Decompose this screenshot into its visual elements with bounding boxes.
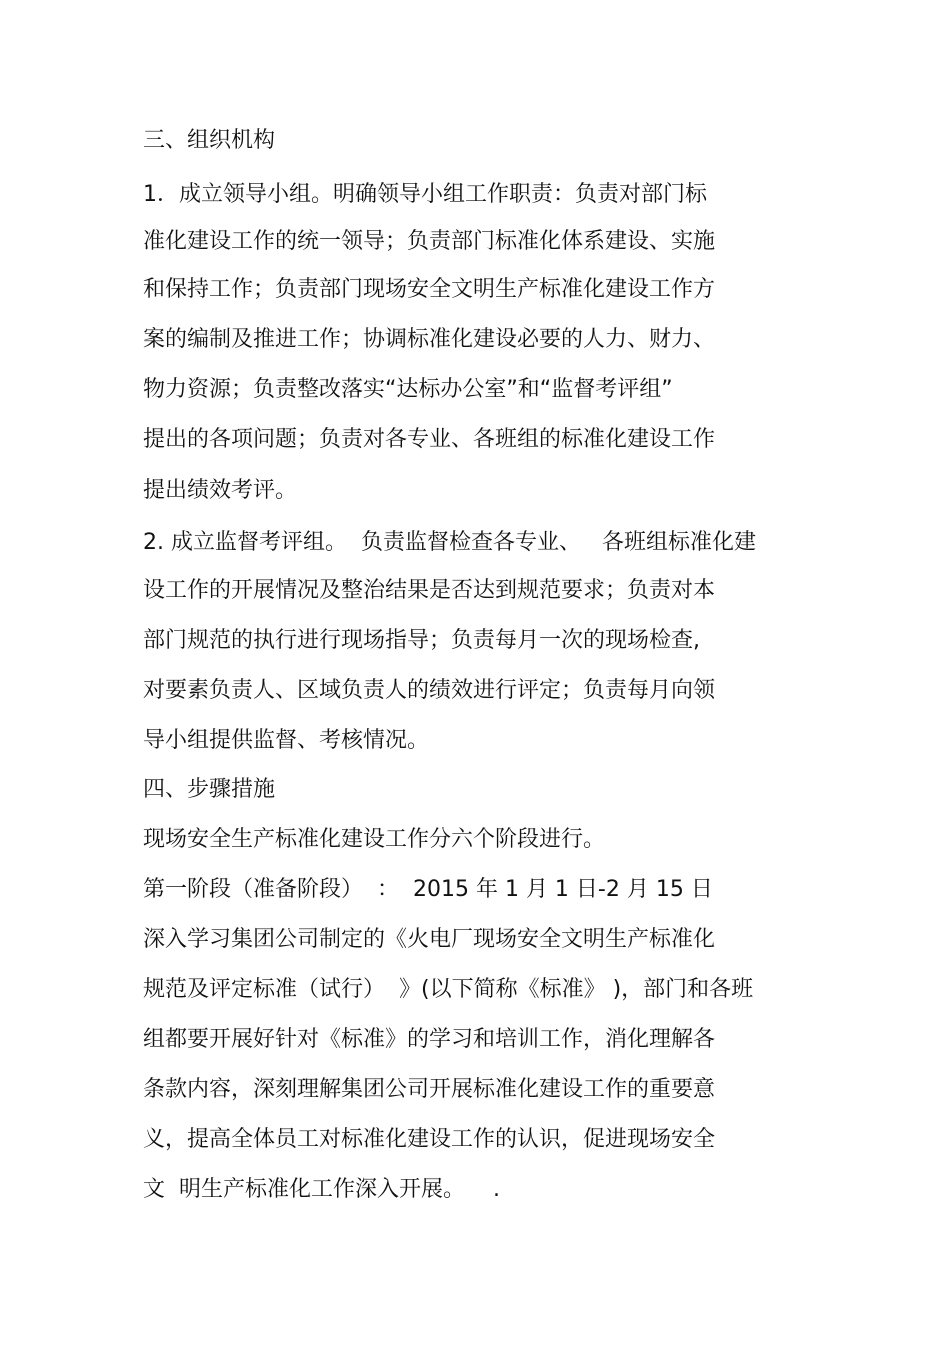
paragraph-line: 提出绩效考评。 — [143, 478, 298, 503]
paragraph-line: 文 明生产标准化工作深入开展。 . — [143, 1177, 500, 1202]
paragraph-line: 部门规范的执行进行现场指导；负责每月一次的现场检查, — [143, 628, 700, 653]
paragraph-line: 1．成立领导小组。明确领导小组工作职责：负责对部门标 — [143, 182, 707, 207]
paragraph-line: 义，提高全体员工对标准化建设工作的认识，促进现场安全 — [143, 1127, 716, 1152]
phase-heading: 第一阶段（准备阶段） ： 2015 年 1 月 1 日-2 月 15 日 — [143, 877, 713, 902]
paragraph-line: 提出的各项问题；负责对各专业、各班组的标准化建设工作 — [143, 427, 716, 452]
paragraph-line: 深入学习集团公司制定的《火电厂现场安全文明生产标准化 — [143, 927, 716, 952]
paragraph-line: 设工作的开展情况及整治结果是否达到规范要求；负责对本 — [143, 578, 716, 603]
paragraph-line: 导小组提供监督、考核情况。 — [143, 728, 430, 753]
paragraph-line: 规范及评定标准（试行） 》(以下简称《标准》 )，部门和各班 — [143, 977, 754, 1002]
paragraph-line: 物力资源；负责整改落实“达标办公室”和“监督考评组” — [143, 377, 673, 402]
paragraph-line: 现场安全生产标准化建设工作分六个阶段进行。 — [143, 827, 606, 852]
paragraph-line: 对要素负责人、区域负责人的绩效进行评定；负责每月向领 — [143, 678, 716, 703]
section-heading-steps: 四、步骤措施 — [143, 777, 276, 802]
paragraph-line: 案的编制及推进工作；协调标准化建设必要的人力、财力、 — [143, 327, 716, 352]
paragraph-line: 组都要开展好针对《标准》的学习和培训工作，消化理解各 — [143, 1027, 716, 1052]
paragraph-line: 条款内容，深刻理解集团公司开展标准化建设工作的重要意 — [143, 1077, 716, 1102]
section-heading-organization: 三、组织机构 — [143, 128, 276, 153]
paragraph-line: 准化建设工作的统一领导；负责部门标准化体系建设、实施 — [143, 229, 716, 254]
paragraph-line: 和保持工作；负责部门现场安全文明生产标准化建设工作方 — [143, 277, 716, 302]
paragraph-line: 2. 成立监督考评组。 负责监督检查各专业、 各班组标准化建 — [143, 530, 756, 555]
